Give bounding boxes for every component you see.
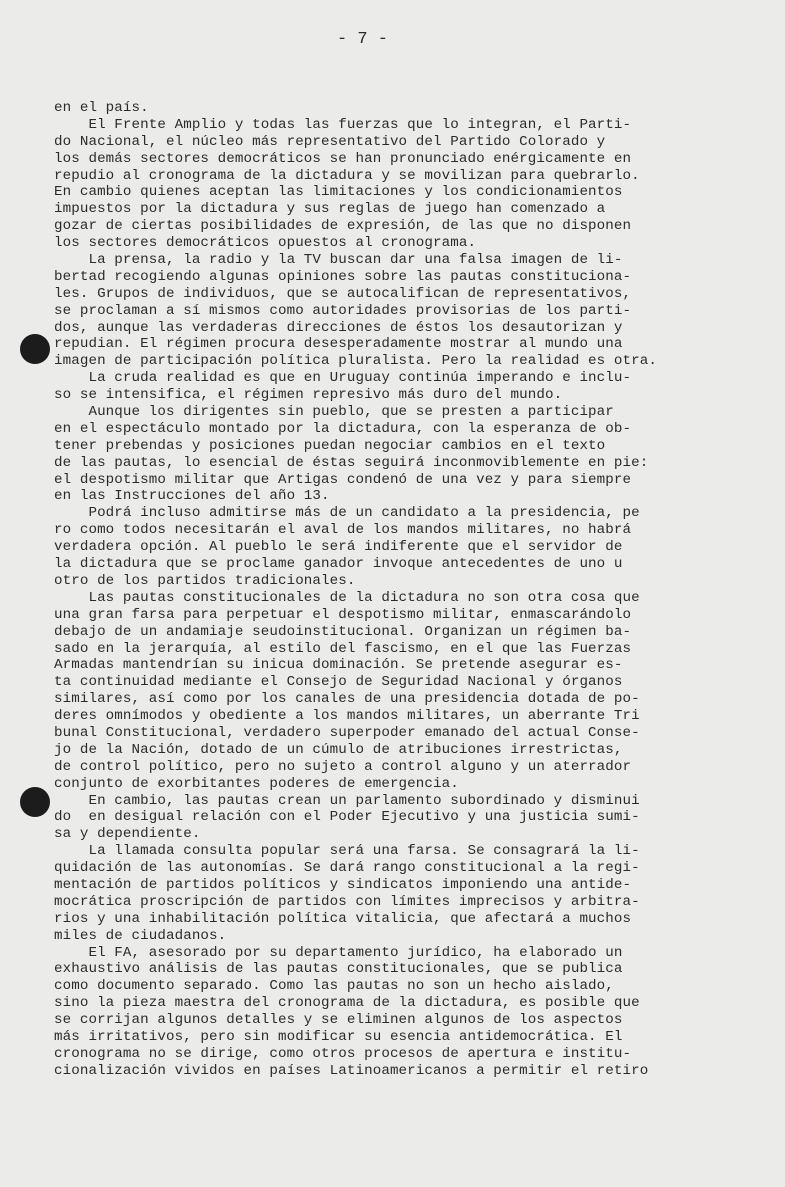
text-line: los demás sectores democráticos se han pronunciado enérgicamente en <box>54 150 632 167</box>
text-line: ta continuidad mediante el Consejo de Seguridad Nacional y órganos <box>54 674 623 691</box>
text-line: ro como todos necesitarán el aval de los mandos militares, no habrá <box>54 522 632 539</box>
text-line: do Nacional, el núcleo más representativo del Partido Colorado y <box>54 133 606 150</box>
punch-hole <box>20 787 50 817</box>
text-line: miles de ciudadanos. <box>54 927 227 944</box>
text-line: sado en la jerarquía, al estilo del fascismo, en el que las Fuerzas <box>54 640 632 657</box>
text-line: como documento separado. Como las pautas no son un hecho aislado, <box>54 978 614 995</box>
text-line: sino la pieza maestra del cronograma de la dictadura, es posible que <box>54 995 640 1012</box>
text-line: quidación de las autonomías. Se dará rango constitucional a la regi- <box>54 860 640 877</box>
text-line: impuestos por la dictadura y sus reglas de juego han comenzado a <box>54 201 606 218</box>
text-line: repudio al cronograma de la dictadura y se movilizan para quebrarlo. <box>54 167 640 184</box>
text-line: deres omnímodos y obediente a los mandos militares, un aberrante Tri <box>54 708 640 725</box>
text-line: conjunto de exorbitantes poderes de emergencia. <box>54 775 459 792</box>
text-line: mocrática proscripción de partidos con límites imprecisos y arbitra- <box>54 893 640 910</box>
text-line: en el país. <box>54 100 149 116</box>
text-line: La cruda realidad es que en Uruguay continúa imperando e inclu- <box>54 370 632 387</box>
text-line: exhaustivo análisis de las pautas constitucionales, que se publica <box>54 961 623 978</box>
text-line: imagen de participación política pluralista. Pero la realidad es otra. <box>54 353 657 370</box>
text-line: de las pautas, lo esencial de éstas seguirá inconmoviblemente en pie: <box>54 454 649 471</box>
text-line: el despotismo militar que Artigas condenó de una vez y para siempre <box>54 471 632 488</box>
text-line: La prensa, la radio y la TV buscan dar una falsa imagen de li- <box>54 252 623 269</box>
text-line: bunal Constitucional, verdadero superpoder emanado del actual Conse- <box>54 724 640 741</box>
text-line: gozar de ciertas posibilidades de expresión, de las que no disponen <box>54 218 632 235</box>
text-line: una gran farsa para perpetuar el despotismo militar, enmascarándolo <box>54 606 632 623</box>
text-line: repudian. El régimen procura desesperadamente mostrar al mundo una <box>54 336 623 353</box>
text-line: sa y dependiente. <box>54 826 201 843</box>
text-line: más irritativos, pero sin modificar su esencia antidemocrática. El <box>54 1028 623 1045</box>
text-line: Las pautas constitucionales de la dictadura no son otra cosa que <box>54 589 640 606</box>
text-line: tener prebendas y posiciones puedan negociar cambios en el texto <box>54 437 606 454</box>
text-line: debajo de un andamiaje seudoinstitucional. Organizan un régimen ba- <box>54 623 632 640</box>
text-line: so se intensifica, el régimen represivo más duro del mundo. <box>54 387 563 404</box>
text-line: se corrijan algunos detalles y se eliminen algunos de los aspectos <box>54 1012 623 1029</box>
text-line: En cambio, las pautas crean un parlamento subordinado y disminui <box>54 792 640 809</box>
text-line: bertad recogiendo algunas opiniones sobre las pautas constituciona- <box>54 268 632 285</box>
text-line: En cambio quienes aceptan las limitaciones y los condicionamientos <box>54 184 623 201</box>
text-line: El FA, asesorado por su departamento jurídico, ha elaborado un <box>54 944 623 961</box>
text-line: jo de la Nación, dotado de un cúmulo de atribuciones irrestrictas, <box>54 741 623 758</box>
text-line: Aunque los dirigentes sin pueblo, que se presten a participar <box>54 404 614 421</box>
page-number: - 7 - <box>336 30 388 49</box>
text-line: Podrá incluso admitirse más de un candidato a la presidencia, pe <box>54 505 640 522</box>
text-line: la dictadura que se proclame ganador invoque antecedentes de uno u <box>54 556 623 573</box>
text-line: en el espectáculo montado por la dictadura, con la esperanza de ob- <box>54 420 632 437</box>
text-line: do en desigual relación con el Poder Ejecutivo y una justicia sumi- <box>54 809 640 826</box>
punch-hole <box>20 334 50 364</box>
text-line: otro de los partidos tradicionales. <box>54 572 356 589</box>
text-line: mentación de partidos políticos y sindicatos imponiendo una antide- <box>54 876 632 893</box>
text-line: rios y una inhabilitación política vitalicia, que afectará a muchos <box>54 910 632 927</box>
text-line: La llamada consulta popular será una farsa. Se consagrará la li- <box>54 843 640 860</box>
text-line: dos, aunque las verdaderas direcciones de éstos los desautorizan y <box>54 319 623 336</box>
text-line: El Frente Amplio y todas las fuerzas que lo integran, el Parti- <box>54 116 632 133</box>
text-line: Armadas mantendrían su inicua dominación. Se pretende asegurar es- <box>54 657 623 674</box>
text-line: verdadera opción. Al pueblo le será indiferente que el servidor de <box>54 539 623 556</box>
text-line: similares, así como por los canales de una presidencia dotada de po- <box>54 691 640 708</box>
text-line: en las Instrucciones del año 13. <box>54 488 330 505</box>
document-body <box>54 100 769 1080</box>
text-line: de control político, pero no sujeto a control alguno y un aterrador <box>54 758 632 775</box>
text-line: cionalización vividos en países Latinoamericanos a permitir el retiro <box>54 1062 649 1079</box>
text-line: los sectores democráticos opuestos al cronograma. <box>54 235 477 252</box>
text-line: les. Grupos de individuos, que se autocalifican de representativos, <box>54 285 632 302</box>
text-line: cronograma no se dirige, como otros procesos de apertura e institu- <box>54 1045 632 1062</box>
text-line: se proclaman a sí mismos como autoridades provisorias de los parti- <box>54 302 632 319</box>
